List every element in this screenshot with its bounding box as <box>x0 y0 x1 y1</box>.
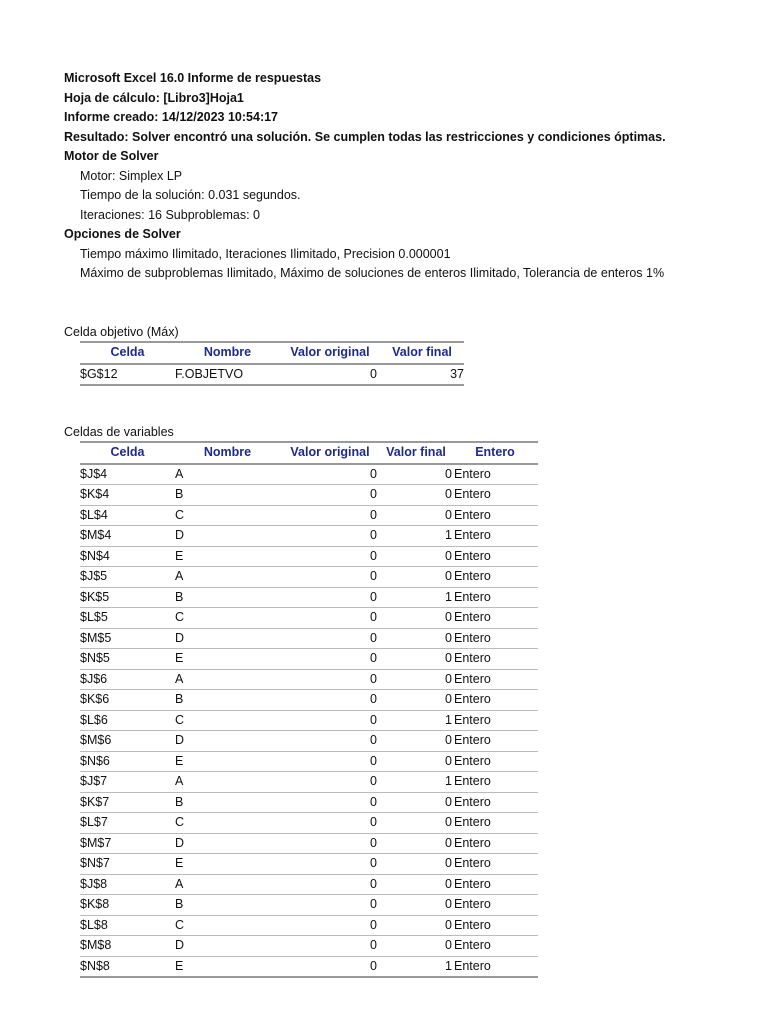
variable-type: Entero <box>452 690 538 711</box>
variable-type: Entero <box>452 895 538 916</box>
variable-row <box>80 464 538 485</box>
objective-table <box>80 341 464 386</box>
variable-original: 0 <box>280 649 380 670</box>
variable-name: E <box>175 956 280 977</box>
variable-cell: $J$7 <box>80 772 175 793</box>
variable-cell: $J$8 <box>80 874 175 895</box>
variable-final: 0 <box>380 669 452 690</box>
variable-final: 0 <box>380 792 452 813</box>
variable-original: 0 <box>280 792 380 813</box>
variable-type: Entero <box>452 956 538 977</box>
variable-row <box>80 874 538 895</box>
objective-name: F.OBJETVO <box>175 364 280 386</box>
engine-heading: Motor de Solver <box>64 149 159 163</box>
header-valor-final: Valor final <box>380 342 464 364</box>
variable-name: D <box>175 628 280 649</box>
variable-cell: $K$4 <box>80 485 175 506</box>
variable-original: 0 <box>280 669 380 690</box>
variable-final: 1 <box>380 587 452 608</box>
variable-original: 0 <box>280 710 380 731</box>
report-created: Informe creado: 14/12/2023 10:54:17 <box>64 110 279 124</box>
variable-final: 0 <box>380 485 452 506</box>
variable-cell: $K$8 <box>80 895 175 916</box>
variable-name: B <box>175 895 280 916</box>
variable-name: B <box>175 690 280 711</box>
variable-final: 1 <box>380 526 452 547</box>
variable-row <box>80 628 538 649</box>
variables-table <box>80 441 538 978</box>
objective-original: 0 <box>280 364 380 386</box>
variable-final: 0 <box>380 608 452 629</box>
variable-type: Entero <box>452 464 538 485</box>
variable-final: 0 <box>380 833 452 854</box>
variable-cell: $L$4 <box>80 505 175 526</box>
variable-type: Entero <box>452 485 538 506</box>
variable-row <box>80 813 538 834</box>
variable-original: 0 <box>280 567 380 588</box>
header-nombre: Nombre <box>175 442 280 464</box>
variable-type: Entero <box>452 813 538 834</box>
header-valor-original: Valor original <box>280 442 380 464</box>
variable-final: 0 <box>380 505 452 526</box>
variable-final: 1 <box>380 956 452 977</box>
variable-row <box>80 485 538 506</box>
variable-original: 0 <box>280 608 380 629</box>
variable-cell: $K$6 <box>80 690 175 711</box>
variable-original: 0 <box>280 505 380 526</box>
variable-name: E <box>175 546 280 567</box>
objective-title: Celda objetivo (Máx) <box>64 325 179 339</box>
variable-type: Entero <box>452 751 538 772</box>
variable-cell: $N$7 <box>80 854 175 875</box>
variable-cell: $M$8 <box>80 936 175 957</box>
variable-row <box>80 710 538 731</box>
variable-type: Entero <box>452 915 538 936</box>
variable-row <box>80 792 538 813</box>
variable-cell: $M$4 <box>80 526 175 547</box>
variable-type: Entero <box>452 710 538 731</box>
variable-row <box>80 608 538 629</box>
variable-row <box>80 690 538 711</box>
variable-row <box>80 751 538 772</box>
variable-original: 0 <box>280 915 380 936</box>
variable-name: B <box>175 587 280 608</box>
variable-name: D <box>175 936 280 957</box>
variable-final: 0 <box>380 895 452 916</box>
variable-name: A <box>175 772 280 793</box>
variable-type: Entero <box>452 526 538 547</box>
objective-header-row <box>80 342 464 364</box>
variable-type: Entero <box>452 546 538 567</box>
variable-name: E <box>175 649 280 670</box>
variable-final: 0 <box>380 751 452 772</box>
objective-final: 37 <box>380 364 464 386</box>
variable-original: 0 <box>280 464 380 485</box>
report-sheet: Hoja de cálculo: [Libro3]Hoja1 <box>64 90 244 105</box>
solve-time: Tiempo de la solución: 0.031 segundos. <box>80 188 301 202</box>
variable-original: 0 <box>280 546 380 567</box>
variable-row <box>80 833 538 854</box>
variable-type: Entero <box>452 772 538 793</box>
variable-final: 0 <box>380 690 452 711</box>
variable-row <box>80 915 538 936</box>
variable-type: Entero <box>452 649 538 670</box>
variable-name: E <box>175 854 280 875</box>
variable-name: D <box>175 731 280 752</box>
variable-original: 0 <box>280 587 380 608</box>
variable-cell: $J$4 <box>80 464 175 485</box>
variable-cell: $L$7 <box>80 813 175 834</box>
variable-final: 1 <box>380 772 452 793</box>
engine-value: Motor: Simplex LP <box>80 168 183 183</box>
variable-type: Entero <box>452 833 538 854</box>
variable-name: B <box>175 792 280 813</box>
variable-original: 0 <box>280 854 380 875</box>
variable-cell: $K$7 <box>80 792 175 813</box>
variable-cell: $L$8 <box>80 915 175 936</box>
variable-type: Entero <box>452 608 538 629</box>
variable-cell: $N$6 <box>80 751 175 772</box>
variable-cell: $K$5 <box>80 587 175 608</box>
variable-cell: $N$4 <box>80 546 175 567</box>
variable-original: 0 <box>280 936 380 957</box>
variable-name: C <box>175 608 280 629</box>
header-celda: Celda <box>80 342 175 364</box>
header-valor-original: Valor original <box>280 342 380 364</box>
variable-type: Entero <box>452 854 538 875</box>
variable-cell: $L$6 <box>80 710 175 731</box>
variable-type: Entero <box>452 628 538 649</box>
variable-name: C <box>175 915 280 936</box>
variable-final: 0 <box>380 813 452 834</box>
variable-row <box>80 649 538 670</box>
options-line-2: Máximo de subproblemas Ilimitado, Máximo de soluciones de enteros Ilimitado, Tolerancia de enteros 1% <box>80 266 665 280</box>
header-nombre: Nombre <box>175 342 280 364</box>
header-celda: Celda <box>80 442 175 464</box>
variable-original: 0 <box>280 731 380 752</box>
variable-name: E <box>175 751 280 772</box>
variable-row <box>80 546 538 567</box>
variable-cell: $N$8 <box>80 956 175 977</box>
variable-final: 0 <box>380 874 452 895</box>
objective-cell: $G$12 <box>80 364 175 386</box>
variable-final: 0 <box>380 915 452 936</box>
variable-row <box>80 895 538 916</box>
variable-name: A <box>175 669 280 690</box>
variables-title: Celdas de variables <box>64 425 174 439</box>
variable-name: A <box>175 874 280 895</box>
header-valor-final: Valor final <box>380 442 452 464</box>
variable-type: Entero <box>452 505 538 526</box>
variable-row <box>80 505 538 526</box>
variable-final: 1 <box>380 710 452 731</box>
variable-final: 0 <box>380 936 452 957</box>
variable-final: 0 <box>380 567 452 588</box>
variable-cell: $J$5 <box>80 567 175 588</box>
variable-final: 0 <box>380 731 452 752</box>
variable-row <box>80 526 538 547</box>
variable-row <box>80 731 538 752</box>
variable-type: Entero <box>452 587 538 608</box>
variable-original: 0 <box>280 485 380 506</box>
variable-cell: $N$5 <box>80 649 175 670</box>
variable-type: Entero <box>452 936 538 957</box>
variable-cell: $L$5 <box>80 608 175 629</box>
variable-original: 0 <box>280 874 380 895</box>
variable-name: A <box>175 567 280 588</box>
variable-name: D <box>175 526 280 547</box>
variable-original: 0 <box>280 895 380 916</box>
variable-name: C <box>175 710 280 731</box>
variable-row <box>80 567 538 588</box>
variable-row <box>80 587 538 608</box>
variable-name: C <box>175 505 280 526</box>
variable-cell: $M$7 <box>80 833 175 854</box>
variable-original: 0 <box>280 956 380 977</box>
options-heading: Opciones de Solver <box>64 227 181 241</box>
variable-cell: $M$5 <box>80 628 175 649</box>
variable-final: 0 <box>380 464 452 485</box>
variable-name: D <box>175 833 280 854</box>
variable-type: Entero <box>452 669 538 690</box>
variable-original: 0 <box>280 690 380 711</box>
variable-row <box>80 772 538 793</box>
objective-row <box>80 364 464 386</box>
variable-final: 0 <box>380 854 452 875</box>
variable-name: C <box>175 813 280 834</box>
options-line-1: Tiempo máximo Ilimitado, Iteraciones Ilimitado, Precision 0.000001 <box>80 246 451 261</box>
iterations: Iteraciones: 16 Subproblemas: 0 <box>80 207 260 222</box>
header-entero: Entero <box>452 442 538 464</box>
variable-row <box>80 936 538 957</box>
variable-final: 0 <box>380 628 452 649</box>
variable-name: A <box>175 464 280 485</box>
variable-cell: $M$6 <box>80 731 175 752</box>
variable-name: B <box>175 485 280 506</box>
variable-row <box>80 669 538 690</box>
variable-row <box>80 956 538 977</box>
variable-final: 0 <box>380 546 452 567</box>
variable-original: 0 <box>280 813 380 834</box>
variable-original: 0 <box>280 751 380 772</box>
variable-original: 0 <box>280 833 380 854</box>
variable-type: Entero <box>452 567 538 588</box>
variable-row <box>80 854 538 875</box>
variable-type: Entero <box>452 731 538 752</box>
variable-original: 0 <box>280 772 380 793</box>
variable-final: 0 <box>380 649 452 670</box>
variable-type: Entero <box>452 874 538 895</box>
variable-cell: $J$6 <box>80 669 175 690</box>
report-result: Resultado: Solver encontró una solución. Se cumplen todas las restricciones y condiciones óptimas. <box>64 129 666 144</box>
variable-original: 0 <box>280 628 380 649</box>
variables-header-row <box>80 442 538 464</box>
variable-type: Entero <box>452 792 538 813</box>
variables-body <box>80 464 538 978</box>
report-title: Microsoft Excel 16.0 Informe de respuestas <box>64 71 322 85</box>
variable-original: 0 <box>280 526 380 547</box>
